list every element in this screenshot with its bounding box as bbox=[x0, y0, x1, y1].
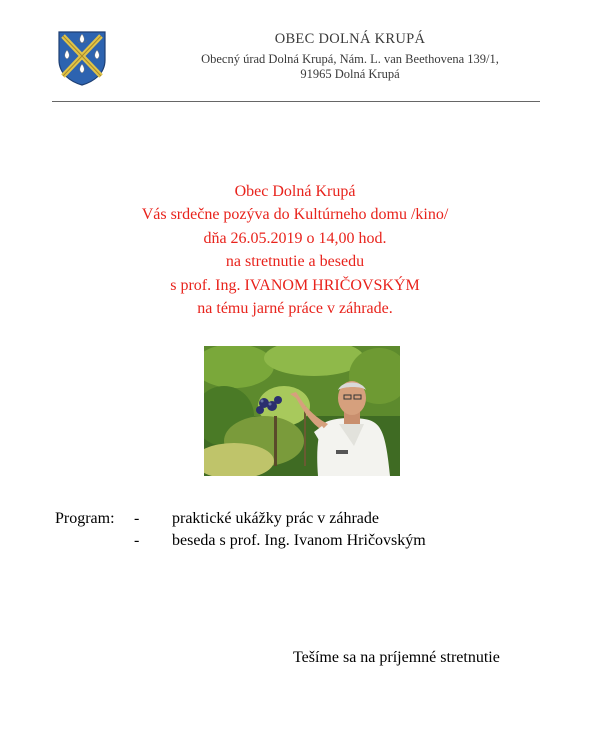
invitation-line: na stretnutie a besedu bbox=[225, 253, 365, 271]
closing-line: Tešíme sa na príjemné stretnutie bbox=[293, 649, 500, 666]
invitation-line: dňa 26.05.2019 o 14,00 hod. bbox=[203, 229, 387, 247]
header-divider bbox=[52, 101, 540, 102]
invitation-line: na tému jarné práce v záhrade. bbox=[197, 300, 393, 318]
address-line-2: 91965 Dolná Krupá bbox=[300, 67, 400, 81]
program-item: beseda s prof. Ing. Ivanom Hričovským bbox=[172, 532, 426, 549]
address-line-1: Obecný úrad Dolná Krupá, Nám. L. van Beethovena 139/1, bbox=[201, 52, 499, 66]
program-label: Program: bbox=[55, 510, 115, 527]
invitation-line: Obec Dolná Krupá bbox=[234, 183, 356, 200]
program-item: praktické ukážky prác v záhrade bbox=[172, 510, 379, 527]
invitation-line: Vás srdečne pozýva do Kultúrneho domu /kino/ bbox=[141, 206, 449, 224]
invitation-text bbox=[0, 180, 590, 320]
speaker-photo bbox=[204, 346, 400, 476]
invitation-line: s prof. Ing. IVANOM HRIČOVSKÝM bbox=[170, 276, 420, 294]
coat-of-arms-logo bbox=[57, 30, 107, 86]
list-bullet: - bbox=[134, 532, 140, 549]
list-bullet: - bbox=[134, 510, 140, 527]
org-name: OBEC DOLNÁ KRUPÁ bbox=[274, 31, 426, 47]
